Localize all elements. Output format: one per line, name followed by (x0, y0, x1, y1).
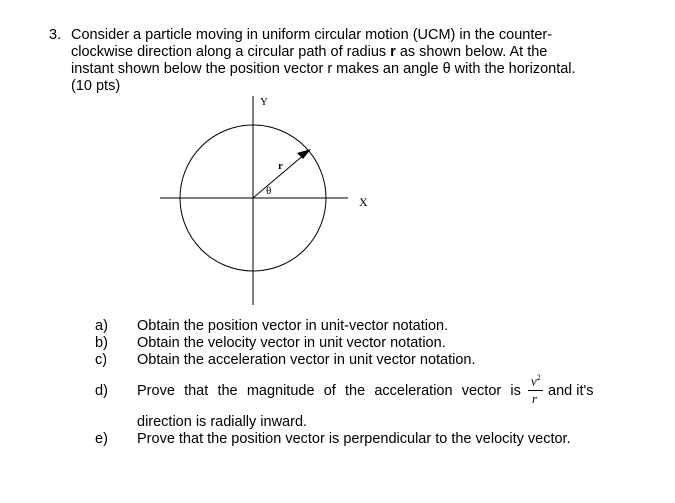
position-vector-arrowhead (297, 149, 311, 159)
part-c-label: c) (95, 352, 108, 368)
problem-number: 3. (49, 27, 62, 43)
fraction-numerator (531, 373, 541, 389)
part-d-word: that (184, 383, 209, 399)
problem-line-2-text-a: clockwise direction along a circular path of radius (71, 44, 391, 60)
part-b-label: b) (95, 335, 108, 351)
part-d-text (137, 383, 521, 399)
part-a-text: Obtain the position vector in unit-vector notation. (137, 318, 449, 334)
part-a-label: a) (95, 318, 108, 334)
problem-line-3-text: instant shown below the position vector r makes an angle θ with the horizontal. (71, 61, 576, 77)
part-d-continuation: direction is radially inward. (137, 414, 308, 430)
problem-line-2-text-b: as shown below. At the (395, 44, 548, 60)
part-d-word: vector (461, 383, 502, 399)
fraction-denominator: r (532, 391, 538, 406)
problem-line-1-text: Consider a particle moving in uniform circular motion (UCM) in the counter- (71, 27, 553, 43)
numerator-exponent: 2 (536, 373, 541, 382)
part-d-word: the (345, 383, 366, 399)
part-e-label: e) (95, 431, 108, 447)
part-d-word: is (510, 383, 521, 399)
part-e-text: Prove that the position vector is perpendicular to the velocity vector. (137, 431, 571, 447)
part-b-text: Obtain the velocity vector in unit vector notation. (137, 335, 446, 351)
part-d-word: acceleration (374, 383, 453, 399)
part-d-word: the (217, 383, 238, 399)
y-axis-label: Y (260, 96, 268, 108)
part-d-word: magnitude (246, 383, 315, 399)
radius-symbol: r (390, 44, 396, 60)
theta-label: θ (266, 185, 272, 197)
points-text: (10 pts) (71, 78, 121, 94)
x-axis-label: X (359, 195, 368, 209)
numerator-v: v (531, 373, 537, 389)
r-label: r (278, 160, 283, 172)
part-d-label: d) (95, 383, 108, 399)
part-d-word: Prove (137, 383, 175, 399)
part-c-text: Obtain the acceleration vector in unit vector notation. (137, 352, 476, 368)
part-d-word: of (323, 383, 336, 399)
part-d-after-text: and it's (548, 383, 594, 399)
v-squared-over-r-fraction (527, 373, 547, 413)
